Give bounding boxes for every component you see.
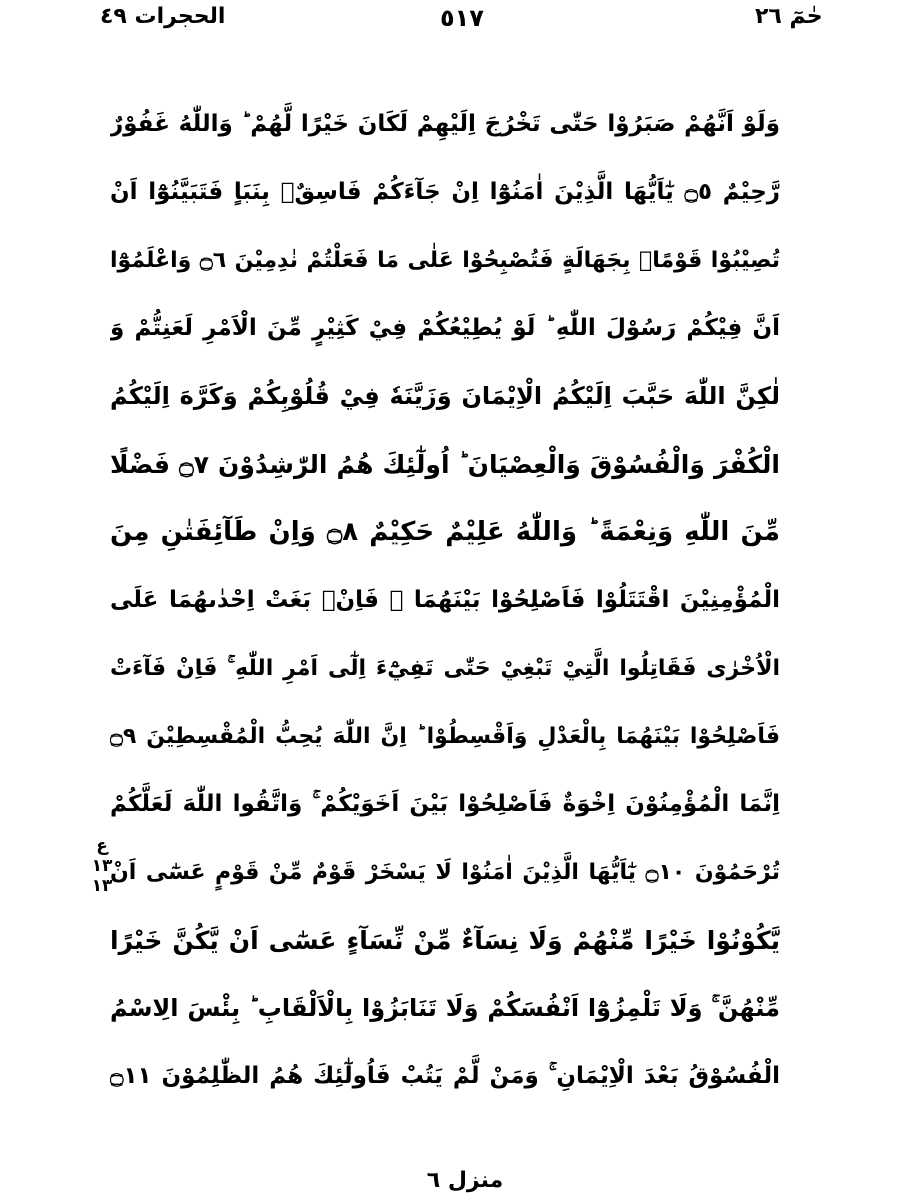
verse-line xyxy=(110,362,780,430)
verse-line-text: وَلَوْ اَنَّهُمْ صَبَرُوْا حَتّٰى تَخْرُجَ اِلَيْهِمْ لَكَانَ خَيْرًا لَّهُمْ ؕ وَاللّٰهُ غَفُوْرٌ xyxy=(110,111,780,137)
verse-line-text: تُصِيْبُوْا قَوْمًاۢ بِجَهَالَةٍ فَتُصْبِحُوْا عَلٰى مَا فَعَلْتُمْ نٰدِمِيْنَ ۝٦ وَاعْلَمُوْٓا xyxy=(110,247,780,273)
verse-line xyxy=(110,974,780,1042)
juz-label: حٰمٓ ٢٦ xyxy=(755,4,823,29)
page-number: ٥١٧ xyxy=(440,4,484,32)
verse-line xyxy=(110,702,780,770)
ruku-marker-line: ١٣ xyxy=(91,856,113,876)
verse-line-text: رَّحِيْمٌ ۝٥ يٰٓاَيُّهَا الَّذِيْنَ اٰمَنُوْٓا اِنْ جَآءَكُمْ فَاسِقٌۢ بِنَبَاٍ فَتَبَيَّنُوْٓا اَنْ xyxy=(110,179,780,205)
verse-line-text: الْكُفْرَ وَالْفُسُوْقَ وَالْعِصْيَانَ ؕ اُولٰٓئِكَ هُمُ الرّٰشِدُوْنَ ۝٧ فَضْلًا xyxy=(110,449,780,479)
verse-line-text: الْمُؤْمِنِيْنَ اقْتَتَلُوْا فَاَصْلِحُوْا بَيْنَهُمَا ۚ فَاِنْۢ بَغَتْ اِحْدٰىهُمَا عَلَى xyxy=(110,587,780,613)
verse-line-text: يَّكُوْنُوْا خَيْرًا مِّنْهُمْ وَلَا نِسَآءٌ مِّنْ نِّسَآءٍ عَسٰٓى اَنْ يَّكُنَّ خَيْرًا xyxy=(110,925,780,955)
verse-line xyxy=(110,1042,780,1110)
verse-line-text: تُرْحَمُوْنَ ۝١٠ يٰٓاَيُّهَا الَّذِيْنَ اٰمَنُوْا لَا يَسْخَرْ قَوْمٌ مِّنْ قَوْمٍ عَسٰٓى اَنْ xyxy=(110,859,780,885)
verse-line-text: اِنَّمَا الْمُؤْمِنُوْنَ اِخْوَةٌ فَاَصْلِحُوْا بَيْنَ اَخَوَيْكُمْ ۚ وَاتَّقُوا اللّٰهَ لَعَلَّكُمْ xyxy=(110,791,780,817)
ruku-marker xyxy=(74,836,130,906)
verse-line xyxy=(110,90,780,158)
verse-line xyxy=(110,430,780,498)
verse-line-text: لٰكِنَّ اللّٰهَ حَبَّبَ اِلَيْكُمُ الْاِيْمَانَ وَزَيَّنَهٗ فِيْ قُلُوْبِكُمْ وَكَرَّهَ اِلَيْكُمُ xyxy=(110,382,780,410)
page-header xyxy=(0,4,900,44)
verse-line xyxy=(110,226,780,294)
verse-line-text: فَاَصْلِحُوْا بَيْنَهُمَا بِالْعَدْلِ وَاَقْسِطُوْا ؕ اِنَّ اللّٰهَ يُحِبُّ الْمُقْسِطِيْنَ ۝٩ xyxy=(110,723,780,749)
verse-line-text: اَنَّ فِيْكُمْ رَسُوْلَ اللّٰهِ ؕ لَوْ يُطِيْعُكُمْ فِيْ كَثِيْرٍ مِّنَ الْاَمْرِ لَعَنِتُّمْ وَ xyxy=(110,315,780,341)
ruku-marker-line: ١٣ xyxy=(91,876,113,896)
verse-line xyxy=(110,634,780,702)
ruku-marker-line: ع xyxy=(96,836,108,856)
verse-line xyxy=(110,498,780,566)
verse-line xyxy=(110,838,780,906)
verse-line xyxy=(110,294,780,362)
manzil-footer: منزل ٦ xyxy=(426,1168,504,1193)
verse-line xyxy=(110,566,780,634)
verse-line xyxy=(110,158,780,226)
verse-line-text: مِّنَ اللّٰهِ وَنِعْمَةً ؕ وَاللّٰهُ عَلِيْمٌ حَكِيْمٌ ۝٨ وَاِنْ طَآئِفَتٰنِ مِنَ xyxy=(110,517,780,547)
verse-text-block xyxy=(110,90,780,1110)
verse-line-text: الْفُسُوْقُ بَعْدَ الْاِيْمَانِ ۚ وَمَنْ لَّمْ يَتُبْ فَاُولٰٓئِكَ هُمُ الظّٰلِمُوْنَ ۝١١ xyxy=(110,1063,780,1089)
verse-line xyxy=(110,770,780,838)
verse-line-text: مِّنْهُنَّ ۚ وَلَا تَلْمِزُوْٓا اَنْفُسَكُمْ وَلَا تَنَابَزُوْا بِالْاَلْقَابِ ؕ بِئْسَ الِاسْمُ xyxy=(110,994,780,1022)
verse-line xyxy=(110,906,780,974)
verse-line-text: الْاُخْرٰى فَقَاتِلُوا الَّتِيْ تَبْغِيْ حَتّٰى تَفِيْٓءَ اِلٰٓى اَمْرِ اللّٰهِ ۚ فَاِنْ فَآءَتْ xyxy=(110,655,780,681)
surah-name-label: الحجرات ٤٩ xyxy=(100,4,226,29)
